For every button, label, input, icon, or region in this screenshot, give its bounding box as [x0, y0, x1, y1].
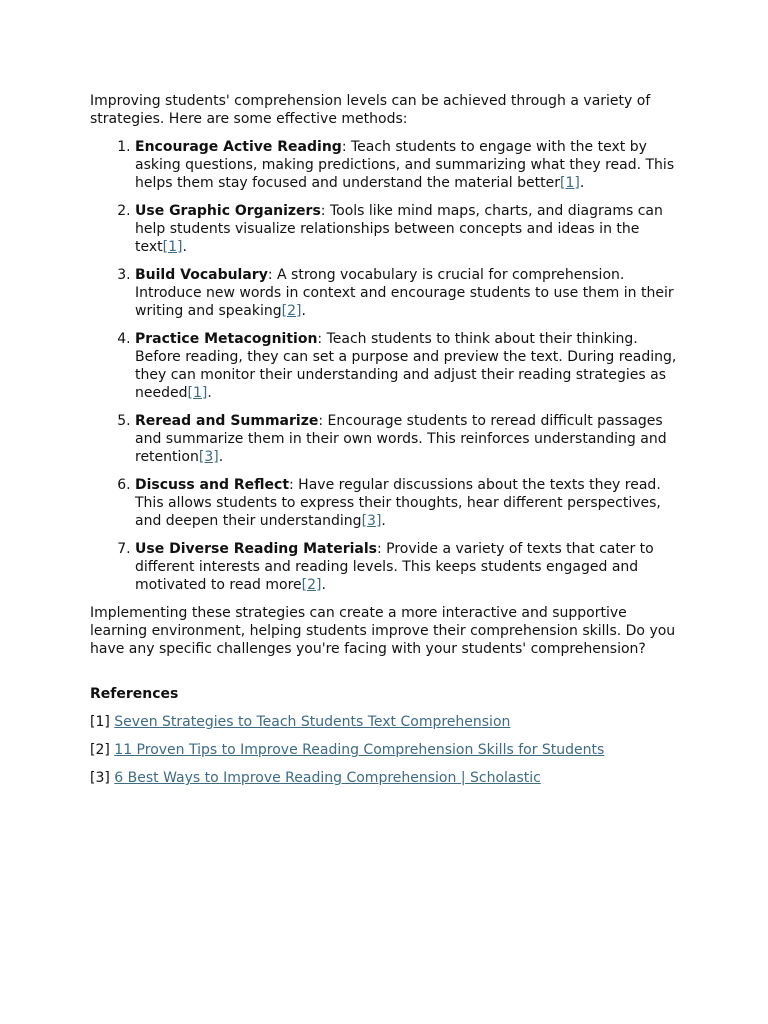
citation-link[interactable]: [1]	[162, 239, 183, 255]
method-term: Discuss and Reflect	[135, 477, 290, 493]
method-term: Use Diverse Reading Materials	[135, 541, 377, 557]
reference-item	[90, 741, 680, 759]
closing-paragraph: Implementing these strategies can create a more interactive and supportive learning environment, helping students improve their comprehension skills. Do you have any specific challenges you're facing with your students' comprehension?	[90, 605, 676, 657]
method-text: : Encourage students to reread difficult passages and summarize them in their own words. This reinforces understanding and retention	[135, 413, 667, 465]
list-item-active-reading	[135, 138, 680, 192]
method-text: : Teach students to think about their thinking. Before reading, they can set a purpose and preview the text. During reading, they can monitor their understanding and adjust their reading strategies as needed	[135, 331, 677, 401]
citation-link[interactable]: [3]	[361, 513, 382, 529]
method-term: Reread and Summarize	[135, 413, 319, 429]
reference-item	[90, 769, 680, 787]
methods-list	[90, 138, 680, 594]
method-end: .	[381, 513, 386, 529]
intro-paragraph: Improving students' comprehension levels can be achieved through a variety of strategies. Here are some effective methods:	[90, 93, 651, 127]
list-item-metacognition	[135, 330, 680, 402]
method-text: : Tools like mind maps, charts, and diagrams can help students visualize relationships between concepts and ideas in the text	[135, 203, 663, 255]
citation-link[interactable]: [2]	[301, 577, 322, 593]
reference-item	[90, 713, 680, 731]
method-term: Practice Metacognition	[135, 331, 318, 347]
references-heading: References	[90, 686, 179, 702]
reference-link[interactable]: Seven Strategies to Teach Students Text Comprehension	[114, 714, 511, 730]
reference-marker: [3]	[90, 770, 110, 786]
method-text: : A strong vocabulary is crucial for comprehension. Introduce new words in context and encourage students to use them in their writing and speaking	[135, 267, 674, 319]
method-term: Use Graphic Organizers	[135, 203, 321, 219]
method-end: .	[301, 303, 306, 319]
method-text: : Provide a variety of texts that cater to different interests and reading levels. This keeps students engaged and motivated to read more	[135, 541, 654, 593]
method-text: : Have regular discussions about the texts they read. This allows students to express their thoughts, hear different perspectives, and deepen their understanding	[135, 477, 661, 529]
citation-link[interactable]: [1]	[187, 385, 208, 401]
method-text: : Teach students to engage with the text by asking questions, making predictions, and summarizing what they read. This helps them stay focused and understand the material better	[135, 139, 675, 191]
method-end: .	[207, 385, 212, 401]
method-term: Build Vocabulary	[135, 267, 268, 283]
method-end: .	[579, 175, 585, 191]
list-item-graphic-organizers	[135, 202, 680, 256]
method-end: .	[321, 577, 326, 593]
list-item-reread-summarize	[135, 412, 680, 466]
method-term: Encourage Active Reading	[135, 139, 342, 155]
method-end: .	[182, 239, 187, 255]
citation-link[interactable]: [2]	[281, 303, 302, 319]
list-item-diverse-materials	[135, 540, 680, 594]
citation-link[interactable]: [1]	[560, 175, 580, 191]
list-item-discuss-reflect	[135, 476, 680, 530]
reference-marker: [1]	[90, 714, 110, 730]
reference-link[interactable]: 11 Proven Tips to Improve Reading Comprehension Skills for Students	[114, 742, 605, 758]
document-body	[90, 92, 680, 797]
list-item-build-vocabulary	[135, 266, 680, 320]
reference-marker: [2]	[90, 742, 110, 758]
method-end: .	[218, 449, 224, 465]
reference-link[interactable]: 6 Best Ways to Improve Reading Comprehension | Scholastic	[114, 770, 541, 786]
citation-link[interactable]: [3]	[198, 449, 219, 465]
